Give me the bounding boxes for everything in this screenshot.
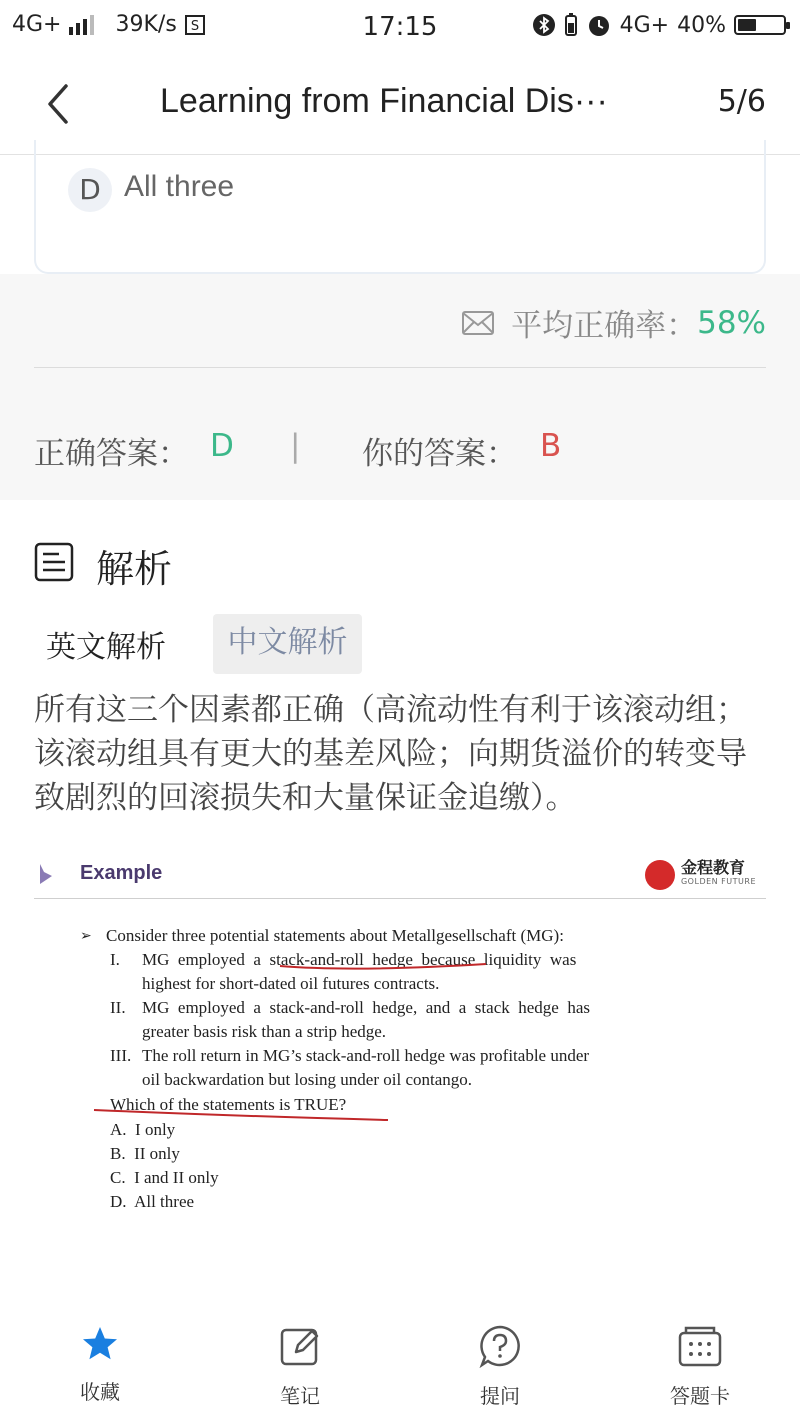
statement-1-line1: MG employed a stack-and-roll hedge because liquidity was — [142, 950, 577, 969]
choice-c: C. I and II only — [110, 1168, 219, 1187]
slide-header-label: Example — [80, 862, 163, 884]
tab-notes-label: 笔记 — [280, 1384, 320, 1408]
svg-text:S: S — [190, 18, 199, 34]
intro-bullet: ➢ — [80, 929, 92, 944]
choice-b: B. II only — [110, 1144, 180, 1163]
divider — [34, 367, 766, 368]
statement-1-line2: highest for short-dated oil futures contracts. — [142, 974, 440, 993]
option-letter-badge[interactable]: D — [68, 168, 112, 212]
statement-2-line2: greater basis risk than a strip hedge. — [142, 1022, 387, 1041]
analysis-doc-icon — [34, 542, 74, 582]
statement-2-num: II. — [110, 998, 126, 1017]
analysis-title: 解析 — [96, 547, 173, 591]
example-slide-image — [34, 848, 766, 1248]
intro-text: Consider three potential statements about Metallgesellschaft (MG): — [106, 926, 564, 945]
answer-card-grid-icon — [677, 1324, 723, 1368]
battery-level — [738, 19, 756, 31]
correct-answer-value: D — [210, 428, 234, 464]
option-card — [34, 140, 766, 274]
edit-note-icon — [278, 1324, 322, 1368]
tab-ask[interactable] — [440, 1310, 560, 1409]
tab-notes[interactable] — [240, 1310, 360, 1409]
network-type-right: 4G+ — [619, 12, 670, 38]
page-title: Learning from Financial Dis··· — [160, 82, 608, 120]
status-bar — [0, 0, 800, 56]
answer-separator: | — [290, 428, 301, 464]
tab-favorite[interactable] — [40, 1310, 160, 1405]
battery-percent: 40% — [677, 12, 726, 38]
page-indicator: 5/6 — [717, 84, 766, 119]
statement-3-num: III. — [110, 1046, 132, 1065]
analysis-text: 所有这三个因素都正确（高流动性有利于该滚动组；该滚动组具有更大的基差风险；向期货溢价的转变导致剧烈的回滚损失和大量保证金追缴）。 — [34, 692, 747, 816]
logo-en: GOLDEN FUTURE — [680, 877, 756, 886]
status-right — [532, 12, 786, 38]
alarm-icon — [586, 12, 612, 38]
network-speed: 39K/s — [115, 12, 177, 37]
star-icon — [80, 1324, 120, 1364]
statement-2-line1: MG employed a stack-and-roll hedge, and a stack hedge has — [142, 998, 590, 1017]
handwritten-underline-marks — [34, 848, 766, 1248]
tab-ask-label: 提问 — [480, 1384, 520, 1408]
statement-1-num: I. — [110, 950, 120, 969]
correct-answer-label: 正确答案： — [34, 436, 189, 472]
average-accuracy — [461, 300, 766, 345]
choice-d: D. All three — [110, 1192, 195, 1211]
tab-english-analysis[interactable]: 英文解析 — [46, 630, 166, 665]
mail-icon[interactable] — [461, 309, 495, 337]
question-text: Which of the statements is TRUE? — [110, 1095, 347, 1114]
tab-chinese-analysis[interactable]: 中文解析 — [213, 614, 362, 674]
accuracy-value: 58% — [697, 304, 766, 341]
bottom-tab-bar — [0, 1310, 800, 1422]
accuracy-label: 平均正确率： — [511, 308, 698, 344]
your-answer-label: 你的答案： — [362, 436, 517, 472]
network-type: 4G+ — [12, 12, 62, 37]
status-time: 17:15 — [362, 12, 438, 42]
statement-3-line1: The roll return in MG’s stack-and-roll hedge was profitable under — [142, 1046, 590, 1065]
tab-answer-card[interactable] — [640, 1310, 760, 1409]
battery-icon — [734, 15, 786, 35]
option-text[interactable]: All three — [124, 170, 235, 203]
tab-answer-card-label: 答题卡 — [670, 1384, 730, 1408]
back-arrow-icon[interactable] — [40, 80, 80, 128]
statement-3-line2: oil backwardation but losing under oil contango. — [142, 1070, 473, 1089]
tab-favorite-label: 收藏 — [80, 1380, 120, 1404]
question-bubble-icon — [478, 1324, 522, 1368]
your-answer-value: B — [540, 428, 562, 464]
battery-saver-icon — [564, 13, 578, 37]
logo-cn: 金程教育 — [680, 858, 745, 877]
bluetooth-icon — [532, 13, 556, 37]
choice-a: A. I only — [110, 1120, 176, 1139]
